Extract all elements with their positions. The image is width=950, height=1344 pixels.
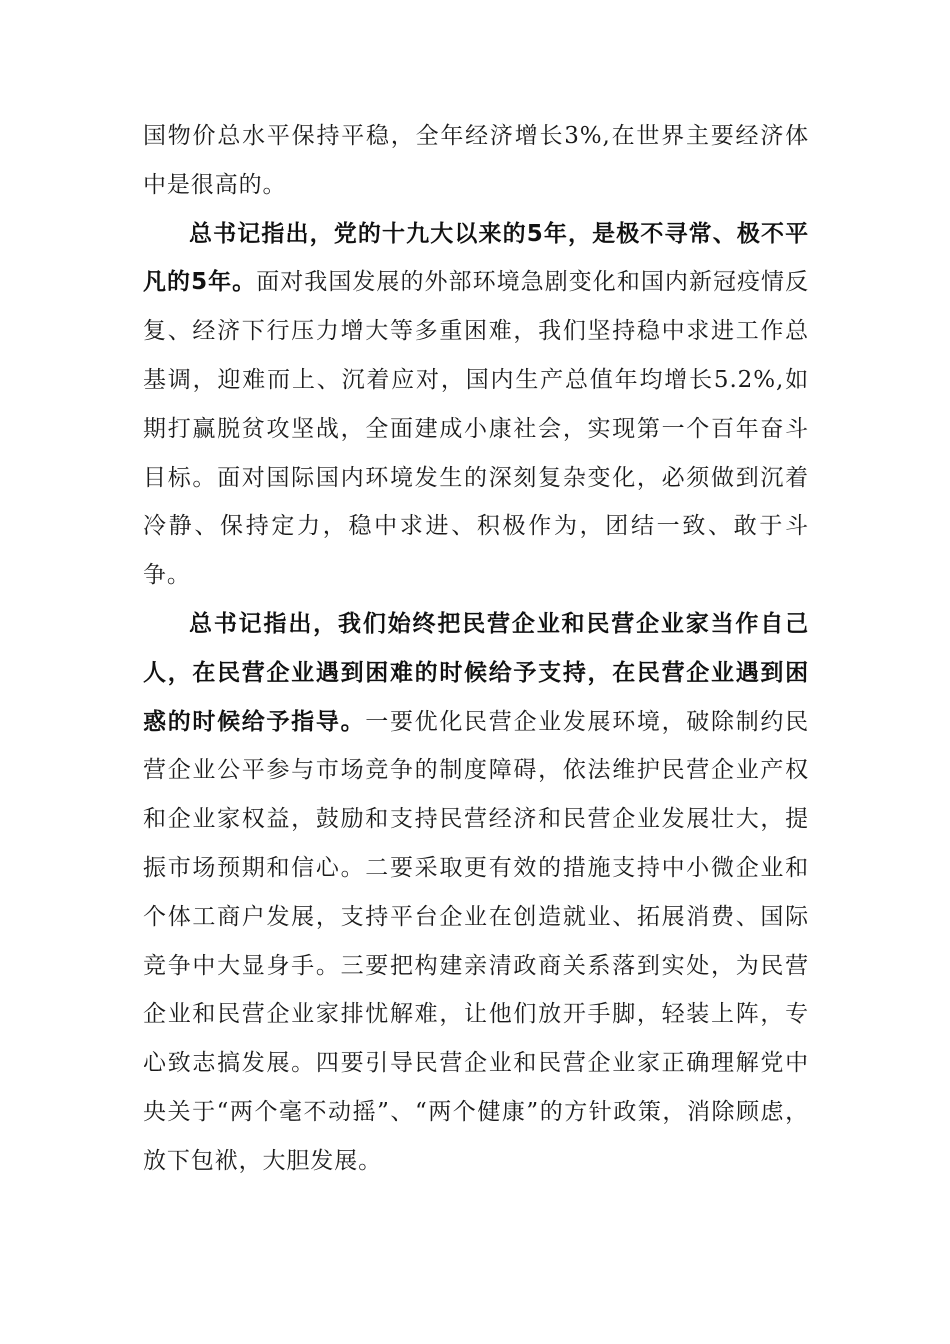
paragraph-1: [143, 112, 809, 210]
paragraph-3: [143, 600, 809, 1186]
paragraph-2-text: 面对我国发展的外部环境急剧变化和国内新冠疫情反复、经济下行压力增大等多重困难，我们坚持稳中求进工作总基调，迎难而上、沉着应对，国内生产总值年均增长5.2%,如期打赢脱贫攻坚战，全面建成小康社会，实现第一个百年奋斗目标。面对国际国内环境发生的深刻复杂变化，必须做到沉着冷静、保持定力，稳中求进、积极作为，团结一致、敢于斗争。: [143, 269, 809, 589]
paragraph-3-bold-lead: 总书记指出，我们始终把民营企业和民营企业家当作自己人，在民营企业遇到困难的时候给予支持，在民营企业遇到困惑的时候给予指导。: [143, 610, 809, 735]
paragraph-2-bold-lead: 总书记指出，党的十九大以来的5年，是极不寻常、极不平凡的5年。: [143, 220, 809, 296]
paragraph-2: [143, 210, 809, 600]
document-page: [143, 112, 809, 1186]
paragraph-1-text: 国物价总水平保持平稳，全年经济增长3%,在世界主要经济体中是很高的。: [143, 123, 809, 198]
paragraph-3-text: 一要优化民营企业发展环境，破除制约民营企业公平参与市场竞争的制度障碍，依法维护民营企业产权和企业家权益，鼓励和支持民营经济和民营企业发展壮大，提振市场预期和信心。二要采取更有效的措施支持中小微企业和个体工商户发展，支持平台企业在创造就业、拓展消费、国际竞争中大显身手。三要把构建亲清政商关系落到实处，为民营企业和民营企业家排忧解难，让他们放开手脚，轻装上阵，专心致志搞发展。四要引导民营企业和民营企业家正确理解党中央关于“两个毫不动摇”、“两个健康”的方针政策，消除顾虑，放下包袱，大胆发展。: [143, 708, 809, 1174]
